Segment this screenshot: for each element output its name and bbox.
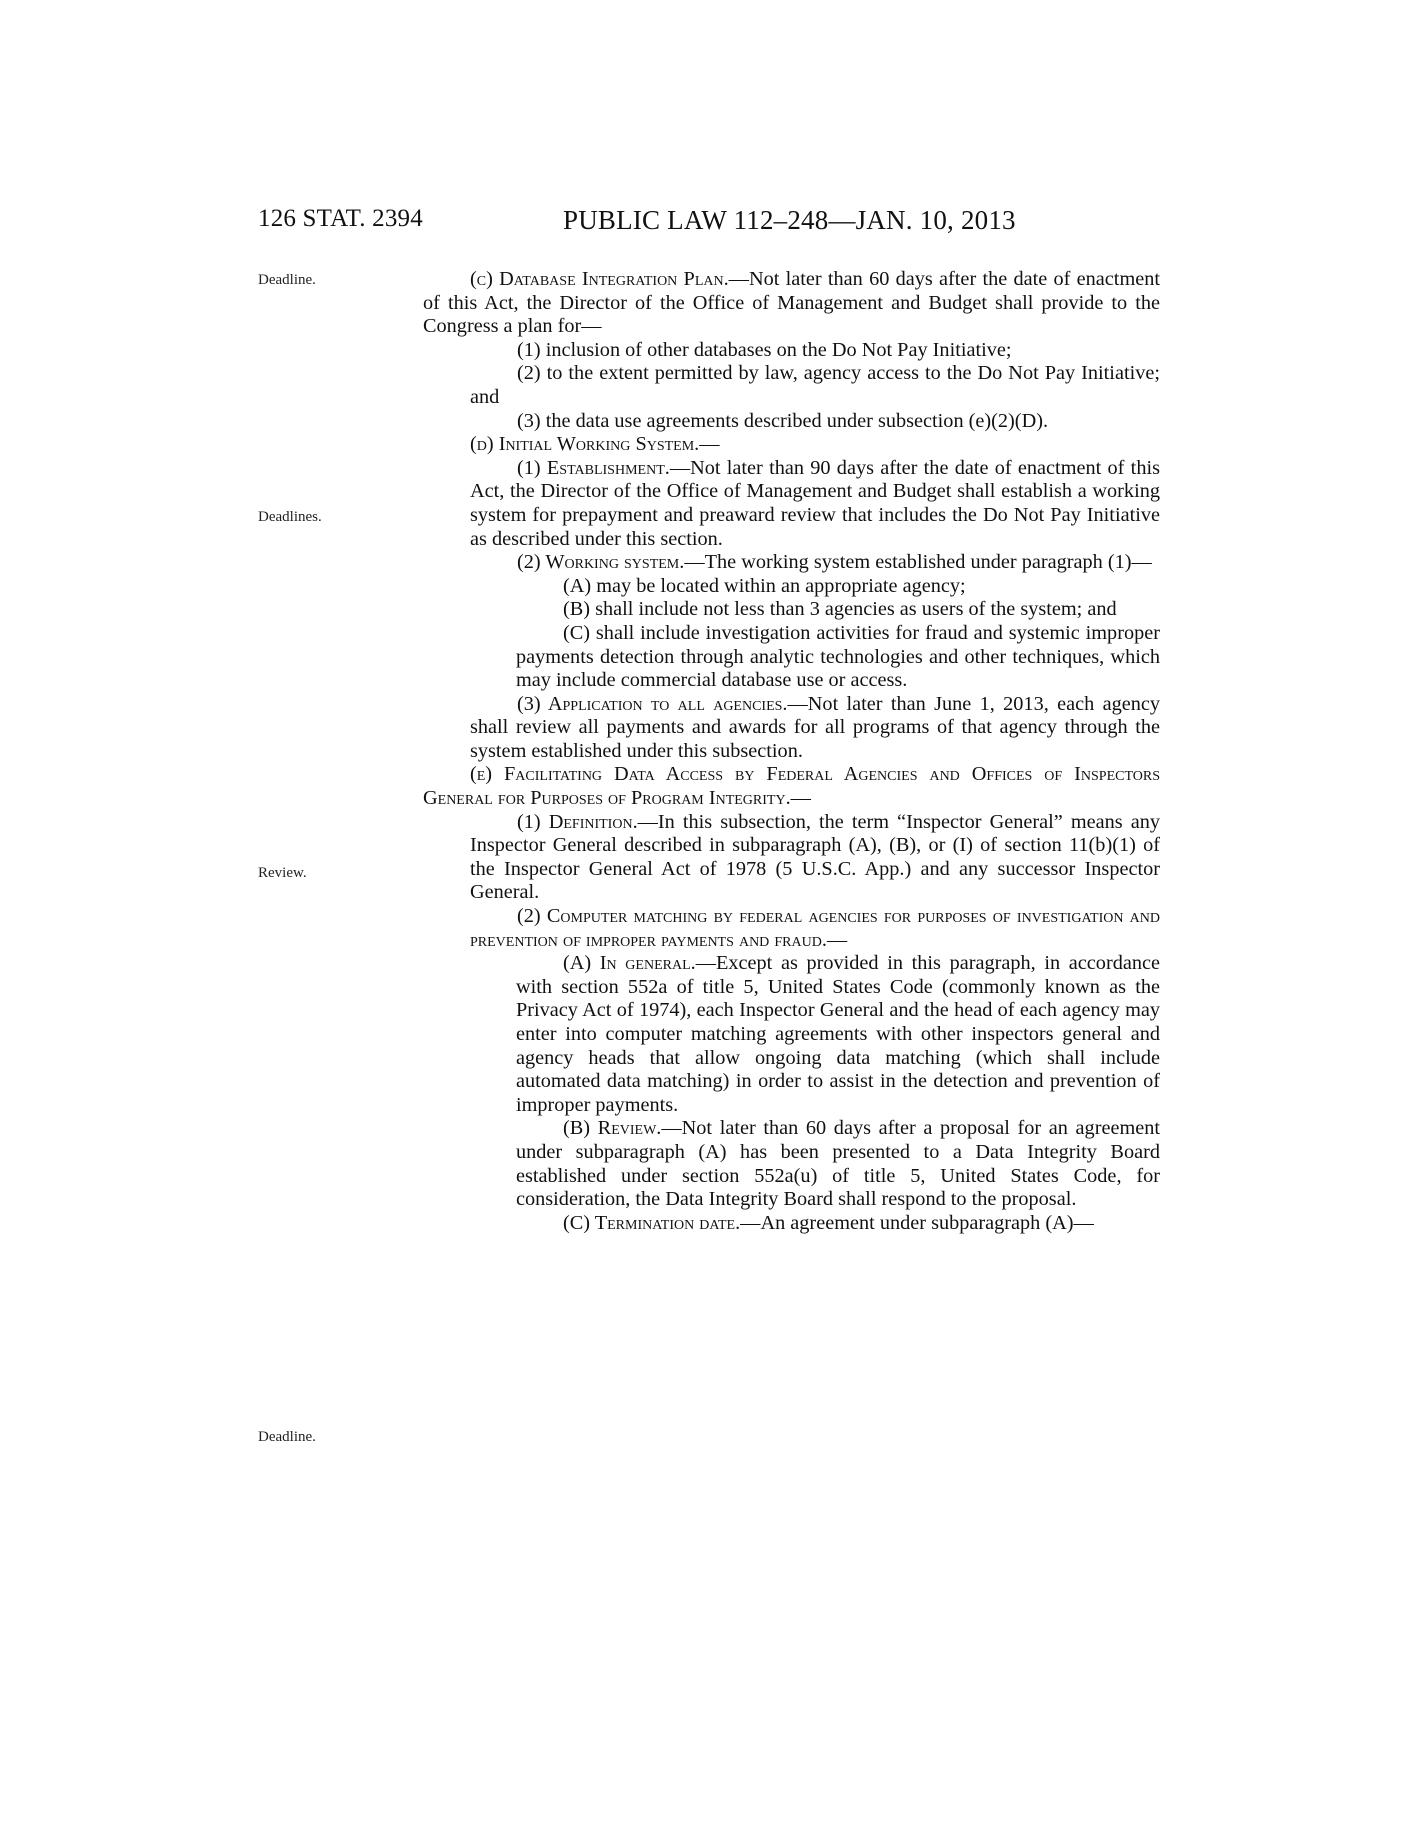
section-e-p2-c	[423, 1212, 1160, 1236]
section-e-p2-c-text: —An agreement under subparagraph (A)—	[740, 1211, 1094, 1234]
section-c-text: —Not later than 60 days after the date of enactment of this Act, the Director of the Office of Management and Budget shall provide to the Congress a plan for—	[423, 268, 1160, 338]
statute-body	[423, 268, 1160, 1235]
section-d-heading: (d) Initial Working System.—	[470, 433, 720, 456]
section-e-p2-b	[423, 1117, 1160, 1211]
section-e-p2-b-heading: (B) Review.	[563, 1117, 662, 1140]
margin-note-review: Review.	[258, 865, 307, 881]
section-d-p2-c: (C) shall include investigation activities for fraud and systemic improper payments detection through analytic technologies and other techniques, which may include commercial database use or access.	[516, 621, 1160, 692]
section-d-paragraph-3	[423, 693, 1160, 764]
section-e-p2-a-text: —Except as provided in this paragraph, in accordance with section 552a of title 5, United States Code (commonly known as the Privacy Act of 1974), each Inspector General and the head of each agency may enter into computer matching agreements with other inspectors general and agency heads that allow ongoing data matching (which shall include automated data matching) in order to assist in the detection and prevention of improper payments.	[516, 952, 1160, 1116]
section-e-p2-b-text: —Not later than 60 days after a proposal for an agreement under subparagraph (A) has been presented to a Data Integrity Board established under section 552a(u) of title 5, United States Code, for consideration, the Data Integrity Board shall respond to the proposal.	[516, 1117, 1161, 1211]
section-e-p2-heading: (2) Computer matching by federal agencies for purposes of investigation and prevention of improper payments and fraud.—	[470, 905, 1160, 951]
section-e-p2-c-heading: (C) Termination date.	[563, 1211, 741, 1234]
section-c	[423, 268, 1160, 339]
section-e-paragraph-1	[423, 811, 1160, 905]
section-d-p1-text: —Not later than 90 days after the date of enactment of this Act, the Director of the Office of Management and Budget shall establish a working system for prepayment and preaward review that includes the Do Not Pay Initiative as described under this section.	[470, 456, 1160, 550]
section-d-p3-text: —Not later than June 1, 2013, each agency shall review all payments and awards for all programs of that agency through the system established under this subsection.	[470, 692, 1160, 762]
section-d-p2-a: (A) may be located within an appropriate agency;	[563, 574, 966, 597]
section-e-p1-text: —In this subsection, the term “Inspector General” means any Inspector General described in subparagraph (A), (B), or (I) of section 11(b)(1) of the Inspector General Act of 1978 (5 U.S.C. App.) and any successor Inspector General.	[470, 810, 1160, 904]
section-c-item-2: (2) to the extent permitted by law, agency access to the Do Not Pay Initiative; and	[470, 362, 1160, 408]
section-d-paragraph-1	[423, 457, 1160, 551]
section-d-p1-heading: (1) Establishment.	[517, 456, 670, 479]
section-e-p1-heading: (1) Definition.	[517, 810, 638, 833]
margin-note-deadline: Deadline.	[258, 272, 316, 288]
law-title: PUBLIC LAW 112–248—JAN. 10, 2013	[563, 205, 1016, 235]
section-e-p2-a-heading: (A) In general.	[563, 952, 696, 975]
margin-note-deadline-2: Deadline.	[258, 1429, 316, 1445]
section-d-p3-heading: (3) Application to all agencies.	[517, 692, 788, 715]
stat-page-number: 126 STAT. 2394	[258, 205, 423, 232]
section-e-heading: (e) Facilitating Data Access by Federal Agencies and Offices of Inspectors General for Purposes of Program Integrity.—	[423, 763, 1160, 810]
section-c-heading: (c) Database Integration Plan.	[470, 268, 729, 290]
section-c-item-1: (1) inclusion of other databases on the Do Not Pay Initiative;	[517, 338, 1012, 361]
section-d-p2-heading: (2) Working system.	[517, 551, 685, 574]
section-e-p2-a	[423, 952, 1160, 1117]
section-d-paragraph-2	[423, 551, 1160, 575]
section-d-p2-text: —The working system established under paragraph (1)—	[684, 551, 1152, 574]
margin-note-deadlines: Deadlines.	[258, 509, 322, 525]
section-c-item-3: (3) the data use agreements described under subsection (e)(2)(D).	[517, 409, 1049, 432]
section-d-p2-b: (B) shall include not less than 3 agencies as users of the system; and	[563, 598, 1117, 621]
